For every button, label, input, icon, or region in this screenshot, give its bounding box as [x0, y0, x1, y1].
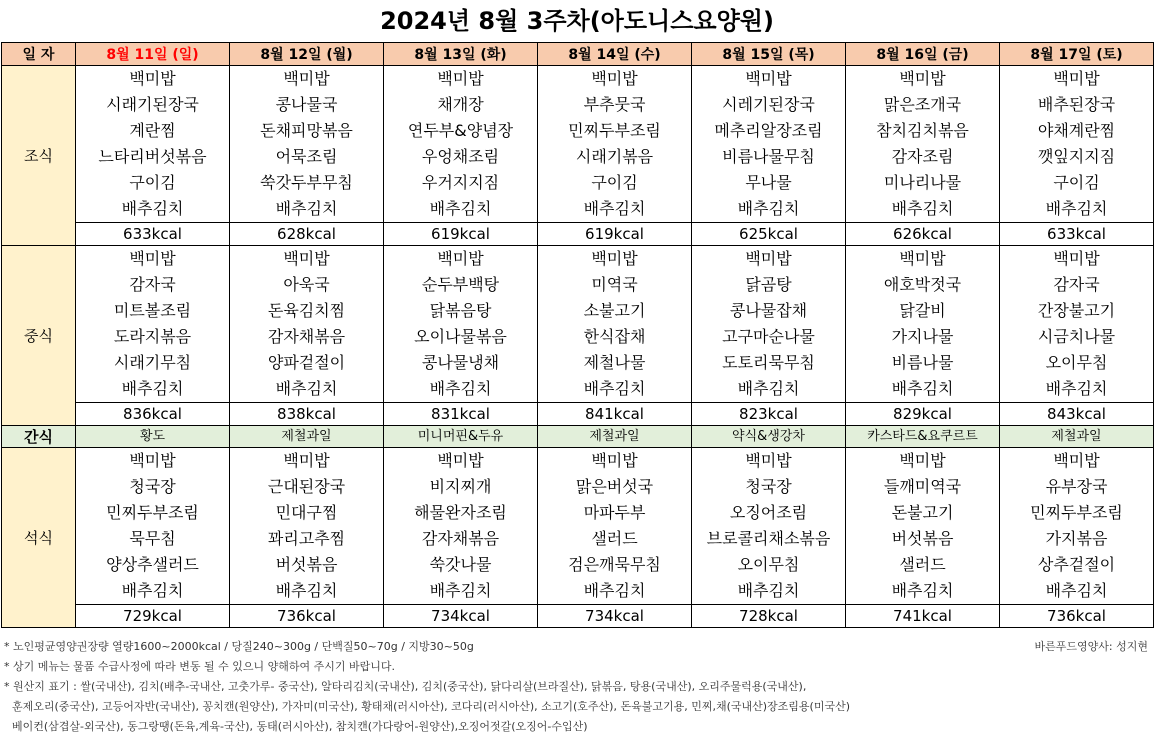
- breakfast-day-cell: [76, 66, 230, 223]
- dinner-day-cell: [76, 448, 230, 605]
- menu-item: 감자채볶음: [267, 327, 346, 346]
- menu-item: 쑥갓나물: [429, 555, 492, 574]
- menu-item: 청국장: [745, 477, 792, 496]
- snack-item: 제철과일: [230, 426, 384, 448]
- menu-item: 근대된장국: [267, 477, 346, 496]
- breakfast-day-cell: [230, 66, 384, 223]
- menu-item: 백미밥: [283, 249, 330, 268]
- menu-item: 구이김: [1053, 173, 1100, 192]
- lunch-day-cell: [1000, 246, 1154, 403]
- breakfast-day-cell: [1000, 66, 1154, 223]
- menu-item: 콩나물국: [275, 95, 338, 114]
- kcal-value: 625kcal: [692, 223, 846, 246]
- menu-item: 백미밥: [899, 69, 946, 88]
- lunch-day-cell: [692, 246, 846, 403]
- kcal-value: 628kcal: [230, 223, 384, 246]
- menu-item: 백미밥: [899, 451, 946, 470]
- menu-item: 백미밥: [283, 451, 330, 470]
- menu-item: 들깨미역국: [883, 477, 962, 496]
- dinner-kcal-row: [2, 605, 1154, 628]
- menu-item: 돈육김치찜: [267, 301, 346, 320]
- day-header: 8월 17일 (토): [1000, 43, 1154, 66]
- menu-item: 백미밥: [745, 451, 792, 470]
- menu-item: 미트볼조림: [113, 301, 192, 320]
- lunch-day-cell: [538, 246, 692, 403]
- menu-item: 참치김치볶음: [876, 121, 969, 140]
- lunch-day-cell: [230, 246, 384, 403]
- menu-item: 양파겉절이: [267, 353, 346, 372]
- menu-item: 한식잡채: [583, 327, 646, 346]
- menu-item: 배추김치: [1045, 581, 1108, 600]
- menu-item: 메추리알장조림: [714, 121, 823, 140]
- menu-item: 해물완자조림: [414, 503, 507, 522]
- menu-item: 백미밥: [745, 69, 792, 88]
- menu-item: 배추김치: [121, 379, 184, 398]
- kcal-value: 841kcal: [538, 403, 692, 426]
- menu-item: 버섯볶음: [275, 555, 338, 574]
- menu-item: 배추김치: [1045, 199, 1108, 218]
- menu-item: 우엉채조림: [421, 147, 500, 166]
- menu-item: 간장불고기: [1037, 301, 1116, 320]
- dinner-day-cell: [384, 448, 538, 605]
- menu-item: 배추김치: [429, 379, 492, 398]
- kcal-value: 736kcal: [230, 605, 384, 628]
- origin-note-continued: 훈제오리(중국산), 고등어자반(국내산), 꽁치캔(원양산), 가자미(미국산), 황태채(러시아산), 코다리(러시아산), 소고기(호주산), 돈육불고기용, 민찌,채(국내산)장조림용(미국산): [12, 700, 850, 713]
- menu-item: 배추김치: [429, 199, 492, 218]
- menu-change-note: * 상기 메뉴는 물품 수급사정에 따라 변동 될 수 있으니 양해하여 주시기 바랍니다.: [4, 660, 395, 673]
- lunch-day-cell: [76, 246, 230, 403]
- menu-item: 어묵조림: [275, 147, 338, 166]
- menu-item: 무나물: [745, 173, 792, 192]
- lunch-row: [2, 246, 1154, 403]
- day-header: 8월 14일 (수): [538, 43, 692, 66]
- menu-item: 묵무침: [129, 529, 176, 548]
- menu-item: 꽈리고추찜: [267, 529, 346, 548]
- menu-item: 민대구찜: [275, 503, 338, 522]
- menu-item: 감자채볶음: [421, 529, 500, 548]
- breakfast-label: 조식: [2, 66, 76, 246]
- menu-item: 감자국: [129, 275, 176, 294]
- menu-item: 배추된장국: [1037, 95, 1116, 114]
- dinner-label: 석식: [2, 448, 76, 628]
- menu-item: 백미밥: [437, 451, 484, 470]
- menu-item: 닭볶음탕: [429, 301, 492, 320]
- dinner-row: [2, 448, 1154, 605]
- menu-item: 마파두부: [583, 503, 646, 522]
- menu-item: 배추김치: [583, 199, 646, 218]
- kcal-value: 734kcal: [384, 605, 538, 628]
- menu-item: 백미밥: [1053, 249, 1100, 268]
- menu-item: 배추김치: [275, 379, 338, 398]
- menu-item: 감자조림: [891, 147, 954, 166]
- menu-item: 계란찜: [129, 121, 176, 140]
- kcal-value: 838kcal: [230, 403, 384, 426]
- day-header: 8월 12일 (월): [230, 43, 384, 66]
- menu-item: 배추김치: [891, 199, 954, 218]
- menu-item: 배추김치: [275, 581, 338, 600]
- dinner-day-cell: [846, 448, 1000, 605]
- dinner-day-cell: [230, 448, 384, 605]
- menu-item: 느타리버섯볶음: [98, 147, 207, 166]
- day-header: 8월 15일 (목): [692, 43, 846, 66]
- snack-item: 미니머핀&두유: [384, 426, 538, 448]
- menu-item: 구이김: [591, 173, 638, 192]
- kcal-value: 836kcal: [76, 403, 230, 426]
- snack-item: 약식&생강차: [692, 426, 846, 448]
- lunch-label: 중식: [2, 246, 76, 426]
- menu-item: 아욱국: [283, 275, 330, 294]
- menu-item: 비지찌개: [429, 477, 492, 496]
- menu-item: 배추김치: [275, 199, 338, 218]
- menu-item: 민찌두부조림: [1030, 503, 1123, 522]
- menu-item: 닭갈비: [899, 301, 946, 320]
- menu-item: 부추뭇국: [583, 95, 646, 114]
- menu-item: 콩나물냉채: [421, 353, 500, 372]
- lunch-kcal-row: [2, 403, 1154, 426]
- menu-item: 오징어조림: [729, 503, 808, 522]
- menu-item: 순두부백탕: [421, 275, 500, 294]
- menu-item: 양상추샐러드: [106, 555, 199, 574]
- menu-item: 백미밥: [1053, 451, 1100, 470]
- menu-item: 시래기볶음: [575, 147, 654, 166]
- date-column-header: 일 자: [2, 43, 76, 66]
- menu-item: 백미밥: [591, 451, 638, 470]
- menu-item: 배추김치: [737, 379, 800, 398]
- menu-item: 배추김치: [891, 379, 954, 398]
- menu-item: 검은깨묵무침: [568, 555, 661, 574]
- kcal-value: 734kcal: [538, 605, 692, 628]
- menu-item: 닭곰탕: [745, 275, 792, 294]
- kcal-value: 633kcal: [1000, 223, 1154, 246]
- menu-item: 백미밥: [437, 69, 484, 88]
- day-header: 8월 11일 (일): [76, 43, 230, 66]
- notes-section: [4, 637, 1150, 737]
- menu-item: 오이나물볶음: [414, 327, 507, 346]
- menu-item: 백미밥: [437, 249, 484, 268]
- menu-item: 쑥갓두부무침: [260, 173, 353, 192]
- menu-item: 유부장국: [1045, 477, 1108, 496]
- lunch-day-cell: [846, 246, 1000, 403]
- menu-item: 민찌두부조림: [106, 503, 199, 522]
- menu-item: 백미밥: [129, 451, 176, 470]
- day-header: 8월 16일 (금): [846, 43, 1000, 66]
- kcal-value: 823kcal: [692, 403, 846, 426]
- menu-item: 미나리나물: [883, 173, 962, 192]
- menu-item: 백미밥: [129, 249, 176, 268]
- menu-item: 맑은버섯국: [575, 477, 654, 496]
- menu-item: 배추김치: [737, 199, 800, 218]
- page-title: 2024년 8월 3주차(아도니스요양원): [380, 7, 774, 35]
- dinner-day-cell: [538, 448, 692, 605]
- menu-item: 백미밥: [129, 69, 176, 88]
- dinner-day-cell: [1000, 448, 1154, 605]
- menu-item: 우거지지짐: [421, 173, 500, 192]
- header-row: [2, 43, 1154, 66]
- menu-item: 구이김: [129, 173, 176, 192]
- kcal-value: 741kcal: [846, 605, 1000, 628]
- breakfast-kcal-row: [2, 223, 1154, 246]
- menu-item: 비름나물: [891, 353, 954, 372]
- menu-item: 배추김치: [429, 581, 492, 600]
- kcal-value: 831kcal: [384, 403, 538, 426]
- breakfast-day-cell: [692, 66, 846, 223]
- menu-item: 고구마순나물: [722, 327, 815, 346]
- kcal-value: 619kcal: [384, 223, 538, 246]
- nutrition-guideline-note: * 노인평균영양권장량 열량1600~2000kcal / 당질240~300g / 단백질50~70g / 지방30~50g: [4, 640, 474, 653]
- menu-item: 배추김치: [891, 581, 954, 600]
- menu-item: 시금치나물: [1037, 327, 1116, 346]
- menu-item: 브로콜리채소볶음: [706, 529, 831, 548]
- snack-item: 제철과일: [538, 426, 692, 448]
- menu-item: 도토리묵무침: [722, 353, 815, 372]
- menu-item: 샐러드: [591, 529, 638, 548]
- menu-item: 야채계란찜: [1037, 121, 1116, 140]
- menu-item: 애호박젓국: [883, 275, 962, 294]
- menu-item: 백미밥: [591, 249, 638, 268]
- menu-item: 시래기된장국: [106, 95, 199, 114]
- snack-item: 카스타드&요쿠르트: [846, 426, 1000, 448]
- menu-item: 배추김치: [737, 581, 800, 600]
- menu-item: 시레기된장국: [722, 95, 815, 114]
- menu-item: 감자국: [1053, 275, 1100, 294]
- snack-row: [2, 426, 1154, 448]
- menu-item: 가지볶음: [1045, 529, 1108, 548]
- origin-note: * 원산지 표기 : 쌀(국내산), 김치(배추-국내산, 고춧가루- 중국산), 알타리김치(국내산), 김치(중국산), 닭다리살(브라질산), 닭볶음, 탕용(국내산), 오리주물럭용(국내산),: [4, 680, 807, 693]
- menu-item: 시래기무침: [113, 353, 192, 372]
- day-header: 8월 13일 (화): [384, 43, 538, 66]
- menu-item: 오이무침: [1045, 353, 1108, 372]
- kcal-value: 633kcal: [76, 223, 230, 246]
- menu-item: 돈불고기: [891, 503, 954, 522]
- breakfast-day-cell: [846, 66, 1000, 223]
- menu-item: 백미밥: [899, 249, 946, 268]
- kcal-value: 626kcal: [846, 223, 1000, 246]
- menu-item: 비름나물무침: [722, 147, 815, 166]
- menu-item: 백미밥: [745, 249, 792, 268]
- menu-table: [1, 42, 1154, 628]
- menu-item: 배추김치: [121, 581, 184, 600]
- kcal-value: 728kcal: [692, 605, 846, 628]
- breakfast-day-cell: [384, 66, 538, 223]
- nutritionist-credit: 바른푸드영양사: 성지현: [1034, 640, 1148, 653]
- menu-item: 백미밥: [1053, 69, 1100, 88]
- kcal-value: 619kcal: [538, 223, 692, 246]
- menu-item: 배추김치: [583, 379, 646, 398]
- menu-item: 오이무침: [737, 555, 800, 574]
- dinner-day-cell: [692, 448, 846, 605]
- menu-item: 가지나물: [891, 327, 954, 346]
- menu-item: 미역국: [591, 275, 638, 294]
- menu-item: 소불고기: [583, 301, 646, 320]
- menu-item: 백미밥: [283, 69, 330, 88]
- breakfast-row: [2, 66, 1154, 223]
- menu-item: 콩나물잡채: [729, 301, 808, 320]
- menu-item: 상추겉절이: [1037, 555, 1116, 574]
- menu-item: 샐러드: [899, 555, 946, 574]
- snack-label: 간식: [2, 426, 76, 448]
- menu-item: 제철나물: [583, 353, 646, 372]
- menu-item: 청국장: [129, 477, 176, 496]
- snack-item: 제철과일: [1000, 426, 1154, 448]
- menu-item: 버섯볶음: [891, 529, 954, 548]
- menu-item: 연두부&양념장: [407, 121, 514, 140]
- menu-item: 채개장: [437, 95, 484, 114]
- menu-item: 도라지볶음: [113, 327, 192, 346]
- menu-item: 깻잎지지짐: [1037, 147, 1116, 166]
- menu-item: 배추김치: [1045, 379, 1108, 398]
- menu-item: 배추김치: [121, 199, 184, 218]
- origin-note-continued: 베이컨(삼겹살-외국산), 동그랑땡(돈육,계육-국산), 동태(러시아산), 참치캔(가다랑어-원양산),오징어젓갈(오징어-수입산): [12, 720, 588, 733]
- menu-item: 백미밥: [591, 69, 638, 88]
- lunch-day-cell: [384, 246, 538, 403]
- menu-item: 배추김치: [583, 581, 646, 600]
- kcal-value: 736kcal: [1000, 605, 1154, 628]
- kcal-value: 729kcal: [76, 605, 230, 628]
- menu-item: 맑은조개국: [883, 95, 962, 114]
- kcal-value: 843kcal: [1000, 403, 1154, 426]
- breakfast-day-cell: [538, 66, 692, 223]
- kcal-value: 829kcal: [846, 403, 1000, 426]
- menu-item: 민찌두부조림: [568, 121, 661, 140]
- menu-item: 돈채피망볶음: [260, 121, 353, 140]
- snack-item: 황도: [76, 426, 230, 448]
